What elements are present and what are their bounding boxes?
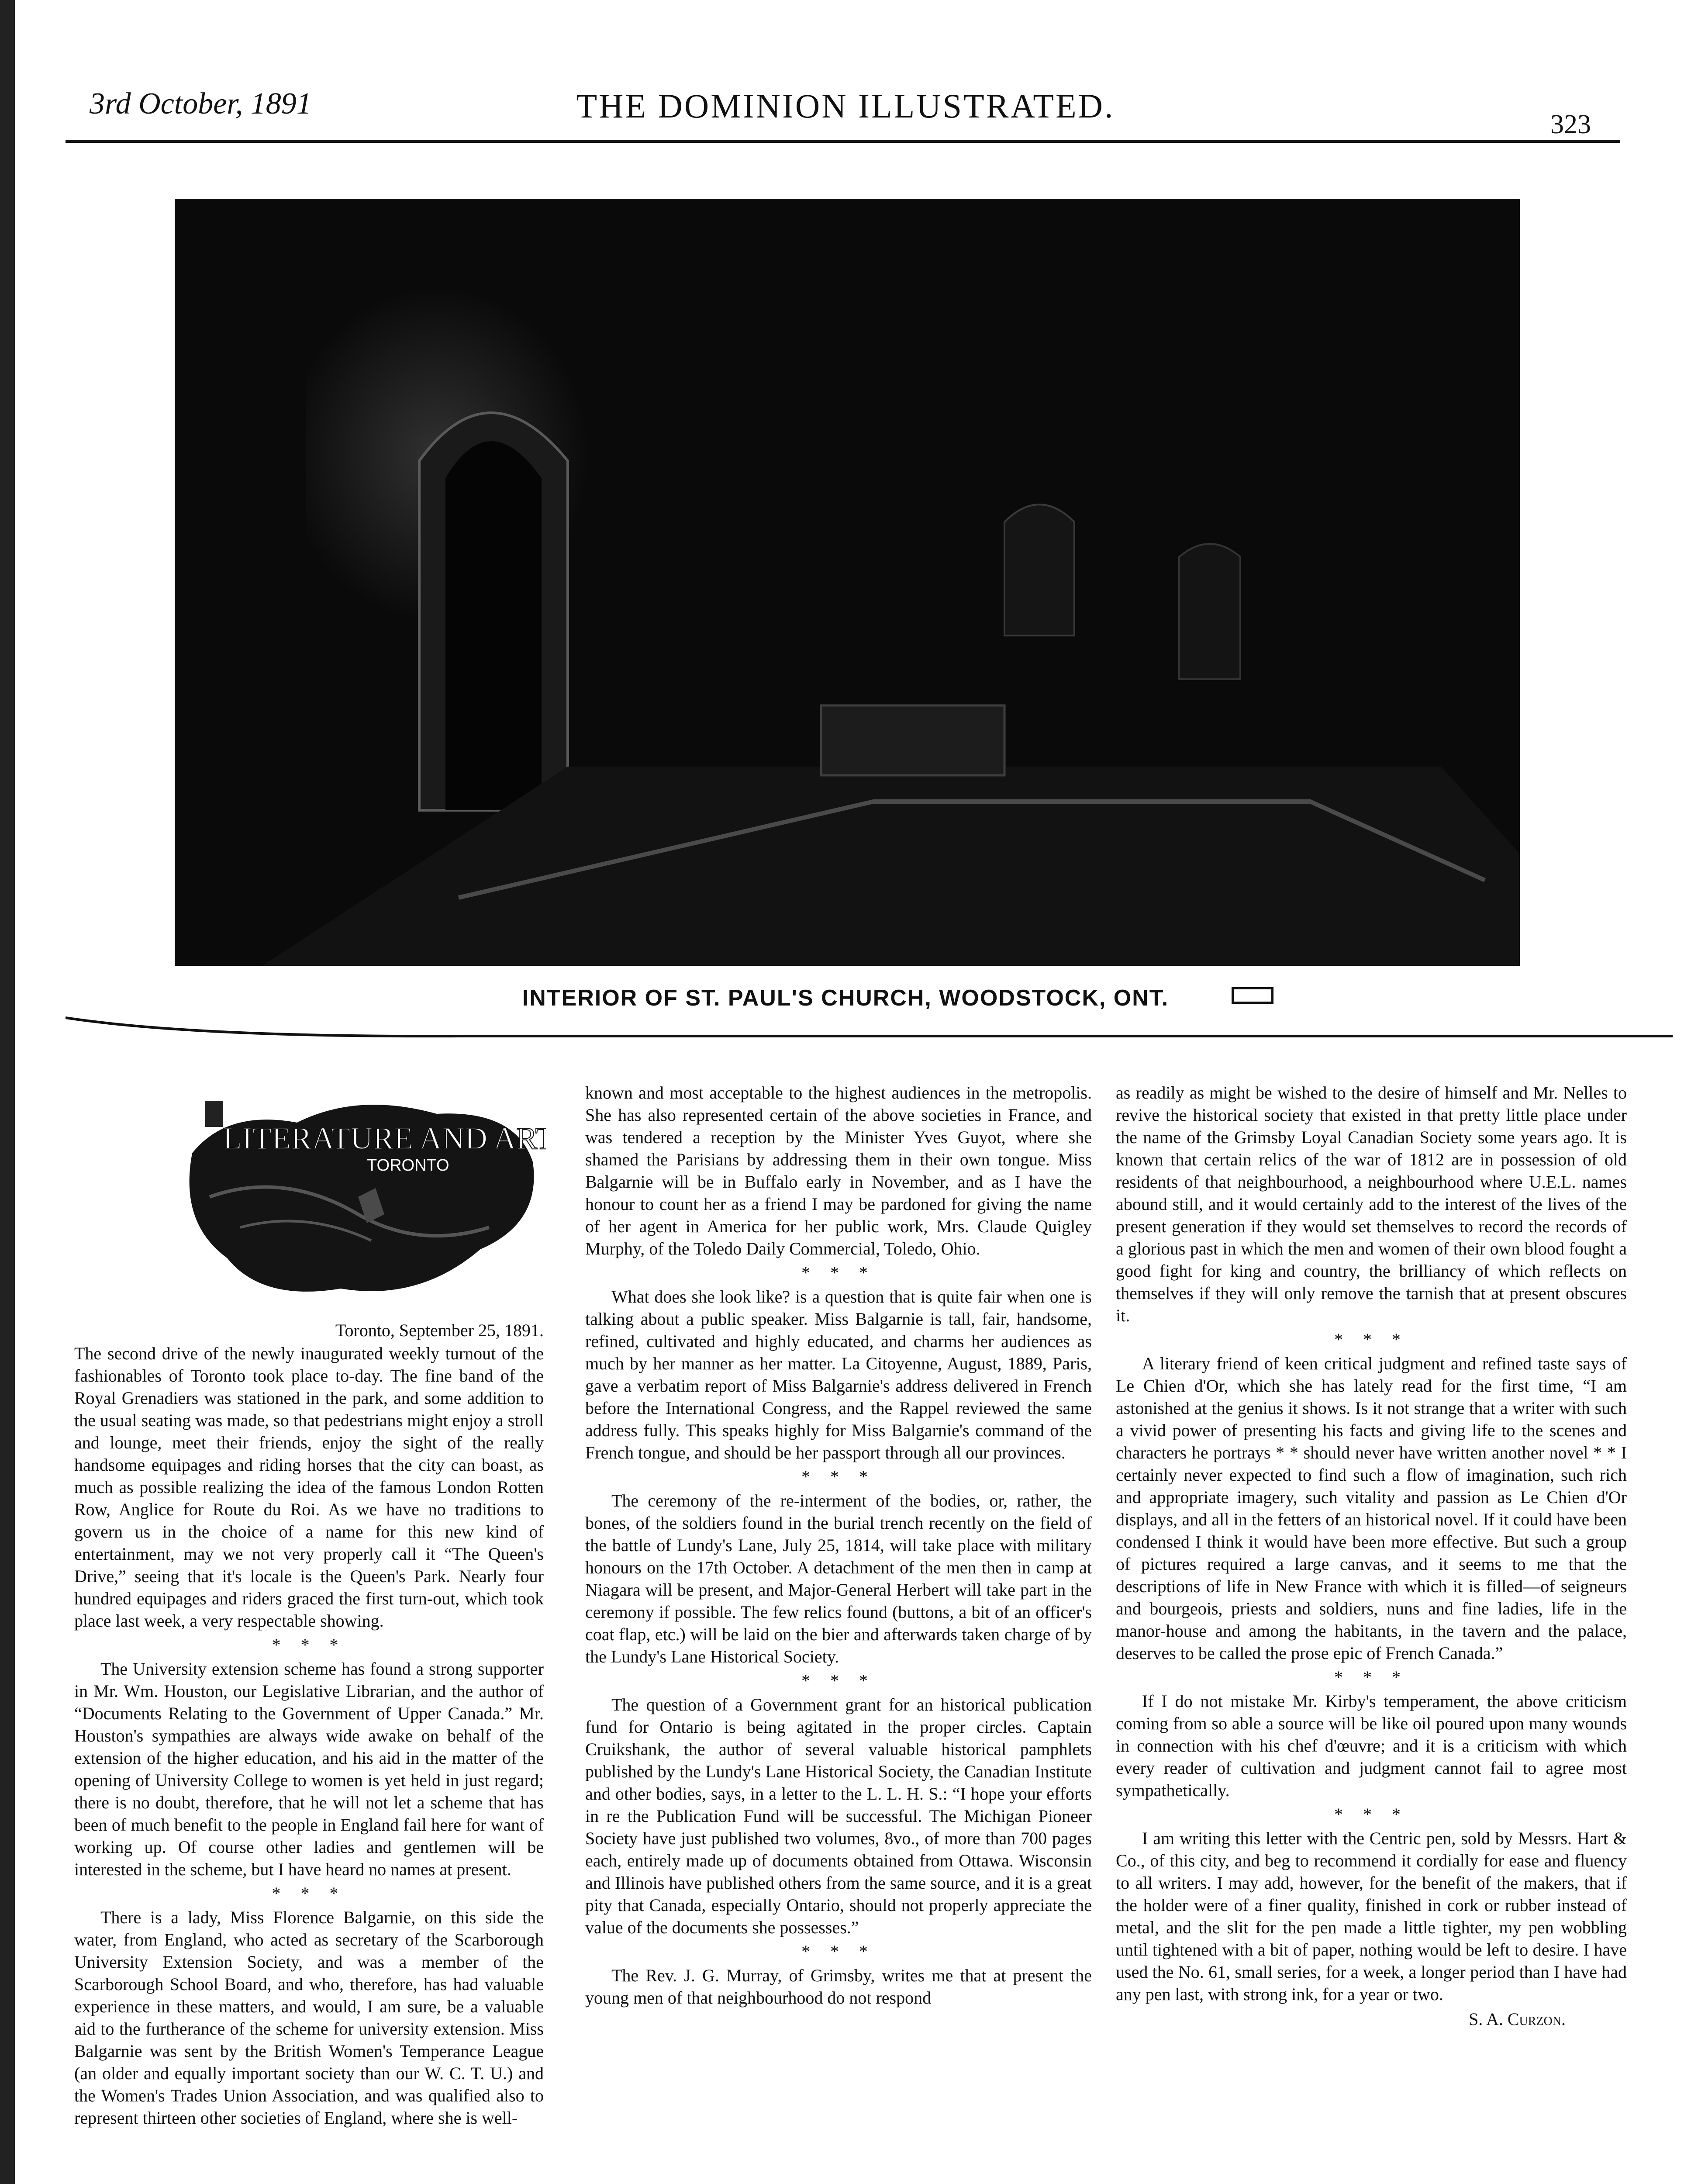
section-separator: * * *	[1334, 1667, 1408, 1687]
caption-swash-rule	[66, 1013, 1673, 1040]
author-signature: S. A. Curzon.	[1468, 2009, 1566, 2029]
paragraph-kirby-temperament: If I do not mistake Mr. Kirby's temperament, the above criticism coming from so able a source will be like oil poured upon many wounds in connection with his chef d'œuvre; and it is a criticism with which every reader of cultivation and judgment cannot fail to agree most sympathetically.	[1116, 1691, 1627, 1800]
section-separator: * * *	[1334, 1804, 1408, 1824]
page-binding-edge	[0, 0, 15, 2184]
paragraph-balgarnie-intro: There is a lady, Miss Florence Balgarnie, on this side the water, from England, who acted as secretary of the Scarborough University Extension Society, and was a member of the Scarborough School Board, and who, therefore, has had valuable experience in these matters, and would, I am sure, be a valuable aid to the furtherance of the scheme for university extension. Miss Balgarnie was sent by the British Women's Temperance League (an older and equally important society than our W. C. T. U.) and the Women's Trades Union Association, and was qualified also to represent thirteen other societies of England, where she is well-	[74, 1908, 544, 2128]
paragraph-university-extension: The University extension scheme has found a strong supporter in Mr. Wm. Houston, our Legislative Librarian, and the author of “Documents Relating to the Government of Upper Canada.” Mr. Houston's sympathies are always wide awake on behalf of the extension of the higher education, and his aid in the matter of the opening of University College to women is yet held in just regard; there is no doubt, therefore, that he will not let a scheme that has been of much benefit to the people in England fail here for want of working up. Of course other ladies and gentlemen will be interested in the scheme, but I have heard no names at present.	[74, 1659, 544, 1879]
header-rule	[66, 140, 1620, 143]
paragraph-le-chien-dor: A literary friend of keen critical judgment and refined taste says of Le Chien d'Or, which she has lately read for the first time, “I am astonished at the genius it shows. Is it not strange that a writer with such a vivid power of presenting his facts and giving life to the scenes and characters he portrays * * should never have written another novel * * I certainly never expected to find such a flow of imagination, such rich and appropriate imagery, such vitality and passion as Le Chien d'Or displays, and all in the fetters of an historical novel. If it could have been condensed I think it would have been more effective. But such a group of pictures required a large canvas, and it seems to me that the descriptions of life in New France with which it is filled—of seigneurs and bourgeois, priests and soldiers, nuns and fine ladies, life in the manor-house and among the habitants, in the tavern and the palace, deserves to be called the prose epic of French Canada.”	[1116, 1354, 1627, 1663]
article-column-2	[585, 1082, 1092, 2009]
paragraph-queens-drive: The second drive of the newly inaugurated weekly turnout of the fashionables of Toronto took place to-day. The fine band of the Royal Grenadiers was stationed in the park, and some addition to the usual seating was made, so that pedestrians might enjoy a stroll and lounge, meet their friends, enjoy the sight of the really handsome equipages and riding horses that the city can boast, as much as possible realizing the idea of the famous London Rotten Row, Anglice for Route du Roi. As we have no traditions to govern us in the choice of a name for this new kind of entertainment, may we not very properly call it “The Queen's Drive,” seeing that it's locale is the Queen's Park. Nearly four hundred equipages and riders graced the first turn-out, which took place last week, a very respectable showing.	[74, 1344, 544, 1631]
illustration-caption: INTERIOR OF ST. PAUL'S CHURCH, WOODSTOCK, ONT.	[522, 985, 1169, 1011]
photograph-drawing	[175, 199, 1520, 966]
emblem-subtitle: TORONTO	[367, 1156, 449, 1175]
church-interior-photograph	[175, 199, 1520, 966]
paragraph-grimsby-start: The Rev. J. G. Murray, of Grimsby, writes me that at present the young men of that neighbourhood do not respond	[585, 1966, 1092, 2008]
section-separator: * * *	[801, 1467, 876, 1486]
section-separator: * * *	[801, 1671, 876, 1690]
paragraph-lundys-lane-reinterment: The ceremony of the re-interment of the bodies, or, rather, the bones, of the soldiers found in the burial trench recently on the field of the battle of Lundy's Lane, July 25, 1814, will take place with military honours on the 17th October. A detachment of the men then in camp at Niagara will be present, and Major-General Herbert will take part in the ceremony if possible. The few relics found (buttons, a bit of an officer's coat flap, etc.) will be laid on the bier and afterwards taken charge of by the Lundy's Lane Historical Society.	[585, 1491, 1092, 1666]
issue-date: 3rd October, 1891	[90, 87, 312, 121]
emblem-drawing	[175, 1083, 546, 1310]
section-separator: * * *	[801, 1942, 876, 1961]
ornament-mark	[1232, 987, 1273, 1004]
paragraph-publication-fund: The question of a Government grant for an historical publication fund for Ontario is being agitated in the proper circles. Captain Cruikshank, the author of several valuable historical pamphlets published by the Lundy's Lane Historical Society, the Canadian Institute and other bodies, says, in a letter to the L. L. H. S.: “I hope your efforts in re the Publication Fund will be successful. The Michigan Pioneer Society have just published two volumes, 8vo., of more than 700 pages each, entirely made up of documents obtained from Ottawa. Wisconsin and Illinois have published others from the same source, and it is a great pity that Canada, especially Ontario, should not properly appreciate the value of the documents she possesses.”	[585, 1695, 1092, 1937]
paragraph-balgarnie-appearance: What does she look like? is a question that is quite fair when one is talking about a public speaker. Miss Balgarnie is tall, fair, handsome, refined, cultivated and highly educated, and charms her audiences as much by her manner as her matter. La Citoyenne, August, 1889, Paris, gave a verbatim report of Miss Balgarnie's address delivered in French before the International Congress, and the Rappel reviewed the same address fully. This speaks highly for Miss Balgarnie's command of the French tongue, and should be her passport through all our provinces.	[585, 1287, 1092, 1462]
emblem-title: LITERATURE AND ART	[223, 1121, 546, 1156]
article-column-1	[74, 1319, 544, 2129]
paragraph-grimsby-continued: as readily as might be wished to the desire of himself and Mr. Nelles to revive the historical society that existed in that pretty little place under the name of the Grimsby Loyal Canadian Society some years ago. It is known that certain relics of the war of 1812 are in possession of old residents of that neighbourhood, a neighbourhood where U.E.L. names abound still, and it would certainly add to the interest of the lives of the present generation if they would set themselves to record the records of a glorious past in which the men and women of their own blood fought a good fight for king and country, the brilliancy of which reflects on themselves if they will only remove the tarnish that at present obscures it.	[1116, 1083, 1627, 1325]
literature-and-art-emblem	[175, 1083, 546, 1310]
paragraph-centric-pen: I am writing this letter with the Centric pen, sold by Messrs. Hart & Co., of this city, and beg to recommend it cordially for ease and fluency to all writers. I may add, however, for the benefit of the makers, that if the holder were of a finer quality, finished in cork or rubber instead of metal, and the slit for the pen made a little tighter, my pen wobbling until tightened with a bit of paper, nothing would be left to desire. I have used the No. 61, small series, for a week, a longer period than I have had any pen last, with strong ink, for a year or two.	[1116, 1828, 1627, 2004]
dateline: Toronto, September 25, 1891.	[335, 1320, 544, 1340]
masthead-title: THE DOMINION ILLUSTRATED.	[576, 87, 1115, 125]
section-separator: * * *	[801, 1263, 876, 1282]
paragraph-balgarnie-continued: known and most acceptable to the highest audiences in the metropolis. She has also represented certain of the above societies in France, and was tendered a reception by the Minister Yves Guyot, where she shamed the Parisians by addressing them in their own tongue. Miss Balgarnie will be in Buffalo early in November, and as I have the honour to count her as a friend I may be pardoned for giving the name of her agent in America for her public work, Mrs. Claude Quigley Murphy, of the Toledo Daily Commercial, Toledo, Ohio.	[585, 1083, 1092, 1258]
page-number: 323	[1550, 110, 1591, 139]
section-separator: * * *	[1334, 1330, 1408, 1349]
section-separator: * * *	[272, 1883, 346, 1903]
article-column-3	[1116, 1082, 1627, 2030]
section-separator: * * *	[272, 1635, 346, 1655]
